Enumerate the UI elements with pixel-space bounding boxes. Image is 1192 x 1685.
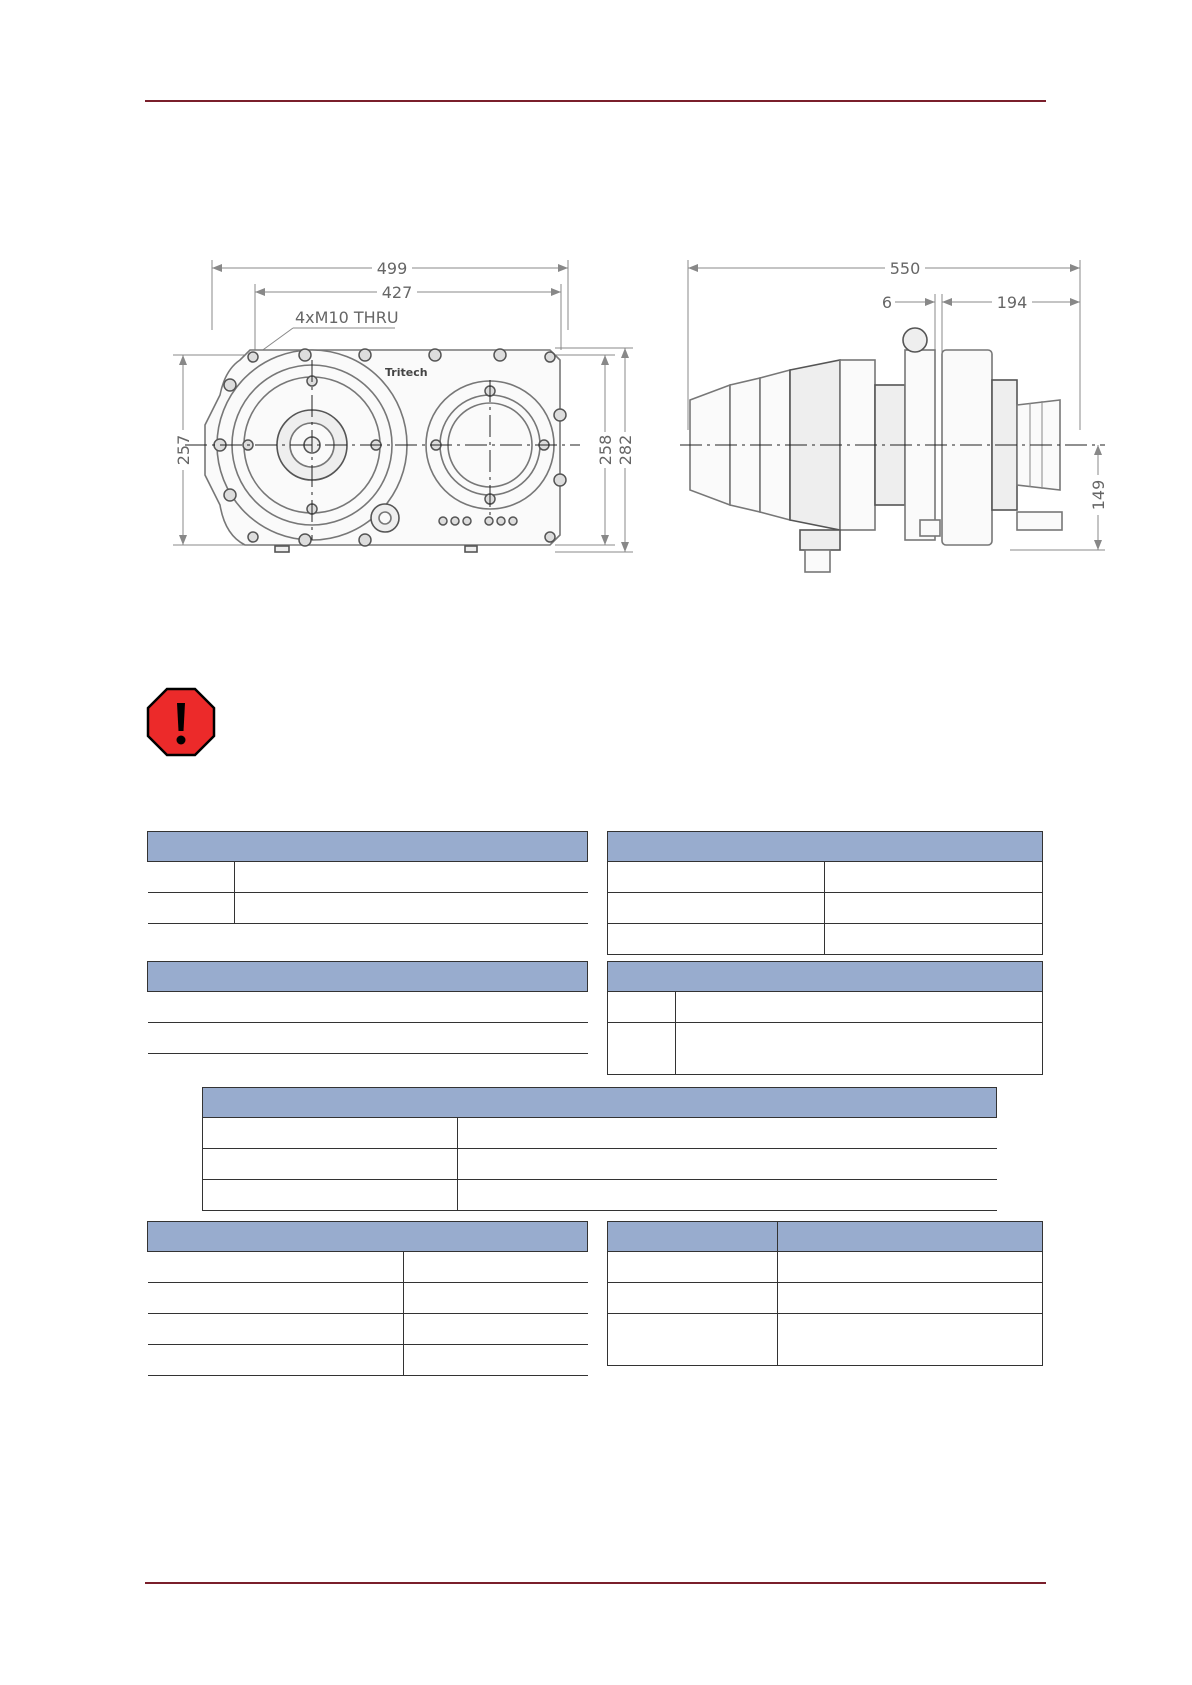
front-view-drawing <box>165 250 640 580</box>
table-row <box>203 1180 997 1211</box>
table-header <box>148 832 588 862</box>
table-row <box>148 1252 588 1283</box>
dim-550-label: 550 <box>889 259 921 278</box>
dim-149-label: 149 <box>1089 479 1108 511</box>
table-header <box>608 962 1043 992</box>
dim-194-label: 194 <box>996 293 1028 312</box>
dim-427-label: 427 <box>381 283 413 302</box>
table-row <box>148 862 588 893</box>
header-rule <box>145 100 1046 102</box>
table-row <box>148 1023 588 1054</box>
table-row <box>148 893 588 924</box>
thru-callout-label: 4xM10 THRU <box>295 308 399 327</box>
table-row <box>148 1283 588 1314</box>
spec-table-3 <box>147 961 588 1054</box>
table-row <box>608 1252 1043 1283</box>
table-row <box>608 893 1043 924</box>
dim-499-label: 499 <box>376 259 408 278</box>
table-row <box>203 1149 997 1180</box>
spec-table-4 <box>607 961 1043 1075</box>
spec-table-5 <box>202 1087 997 1211</box>
spec-table-7 <box>607 1221 1043 1366</box>
dim-282-label: 282 <box>616 434 635 466</box>
table-header <box>148 1222 588 1252</box>
spec-table-2 <box>607 831 1043 955</box>
spec-table-6 <box>147 1221 588 1376</box>
brand-mark: Tritech <box>385 366 428 379</box>
table-header <box>608 1222 1043 1252</box>
spec-table-1 <box>147 831 588 924</box>
table-row <box>608 992 1043 1023</box>
dim-257-label: 257 <box>174 434 193 466</box>
side-view-drawing <box>680 250 1110 580</box>
dim-6-label: 6 <box>881 293 893 312</box>
table-row <box>203 1118 997 1149</box>
table-row <box>608 1023 1043 1075</box>
table-row <box>148 992 588 1023</box>
table-row <box>148 1314 588 1345</box>
dim-258-label: 258 <box>596 434 615 466</box>
table-row <box>608 1314 1043 1366</box>
warning-octagon-icon <box>146 687 216 757</box>
table-row <box>608 862 1043 893</box>
table-row <box>148 1345 588 1376</box>
table-header <box>608 832 1043 862</box>
table-row <box>608 924 1043 955</box>
table-header <box>203 1088 997 1118</box>
table-row <box>608 1283 1043 1314</box>
table-header <box>148 962 588 992</box>
footer-rule <box>145 1582 1046 1584</box>
